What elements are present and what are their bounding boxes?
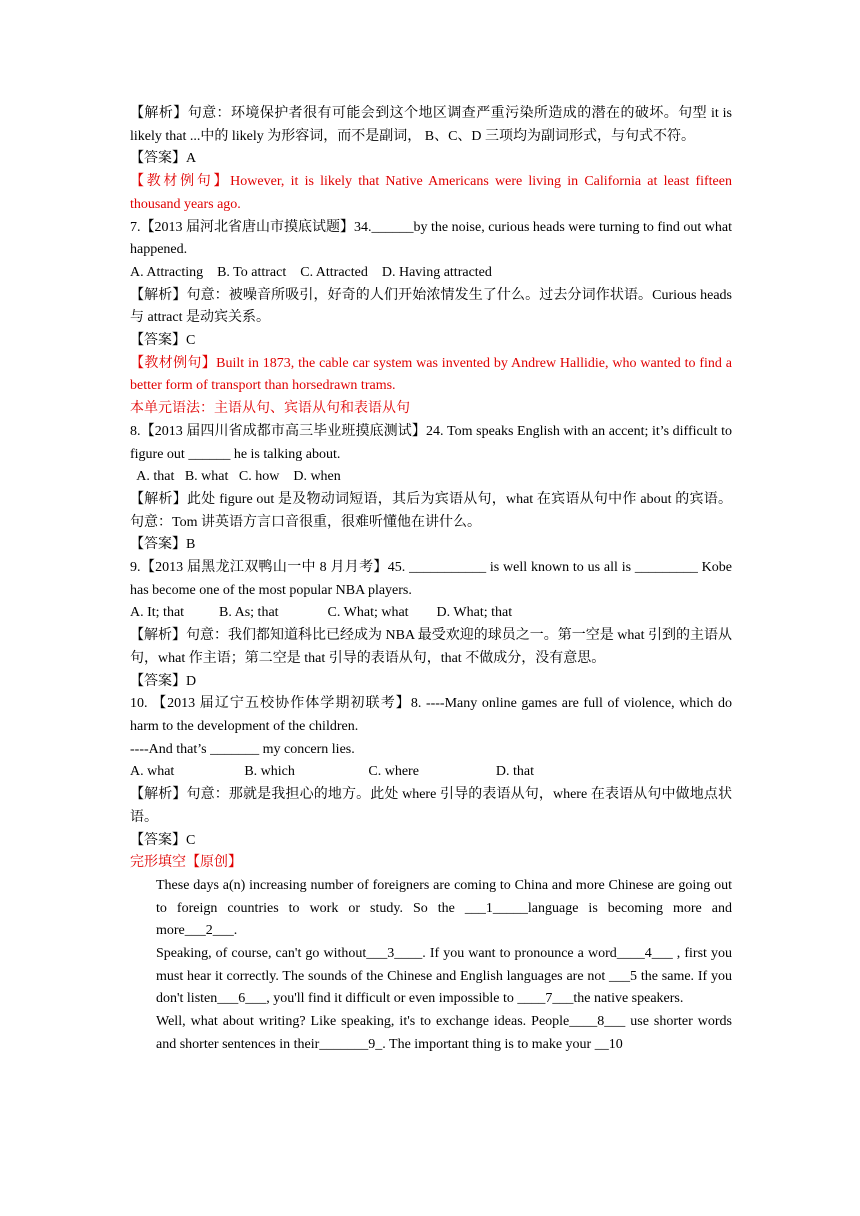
analysis-q8: 【解析】此处 figure out 是及物动词短语，其后为宾语从句，what 在宾语从句中作 about 的宾语。句意：Tom 讲英语方言口音很重，很难听懂他在讲什么。 <box>130 491 732 530</box>
analysis-q7: 【解析】句意：被噪音所吸引，好奇的人们开始浓情发生了什么。过去分词作状语。Curious heads 与 attract 是动宾关系。 <box>130 287 732 326</box>
cloze-paragraph-3: Well, what about writing? Like speaking, it's to exchange ideas. People____8___ use shorter words and shorter sentences in their_______9_. The important thing is to make your __10 <box>156 1014 732 1052</box>
question-7: 7.【2013 届河北省唐山市摸底试题】34.______by the noise, curious heads were turning to find out what happened. <box>130 219 732 258</box>
analysis-q9: 【解析】句意：我们都知道科比已经成为 NBA 最受欢迎的球员之一。第一空是 what 引到的主语从句，what 作主语；第二空是 that 引导的表语从句，that 不做成分，没有意思。 <box>130 628 732 666</box>
document-body <box>130 103 732 1057</box>
options-q10: A. what B. which C. where D. that <box>130 764 535 780</box>
textbook-example-q7: 【教材例句】Built in 1873, the cable car system was invented by Andrew Hallidie, who wanted to find a better form of transport than horsedrawn trams. <box>130 355 732 394</box>
answer-q7: 【答案】C <box>130 333 196 349</box>
options-q8: A. that B. what C. how D. when <box>130 469 341 485</box>
question-10: 10. 【2013 届辽宁五校协作体学期初联考】8. ----Many online games are full of violence, which do harm to the development of the children. <box>130 696 732 734</box>
textbook-example-q6: 【教材例句】However, it is likely that Native Americans were living in California at least fifteen thousand years ago. <box>130 174 732 212</box>
analysis-q10: 【解析】句意：那就是我担心的地方。此处 where 引导的表语从句，where 在表语从句中做地点状语。 <box>130 787 732 825</box>
question-10-reply: ----And that’s _______ my concern lies. <box>130 741 355 757</box>
answer-q9: 【答案】D <box>130 673 197 689</box>
cloze-paragraph-1: These days a(n) increasing number of foreigners are coming to China and more Chinese are going out to foreign countries to work or study. So the ___1_____language is becoming more and more___2___. <box>156 877 732 939</box>
cloze-paragraph-2: Speaking, of course, can't go without___3____. If you want to pronounce a word____4___ , first you must hear it correctly. The sounds of the Chinese and English languages are not ___5 the same. If you don't listen___6___, you'll find it difficult or even impossible to ____7___the native speakers. <box>156 946 732 1007</box>
answer-q10: 【答案】C <box>130 832 196 848</box>
options-q9: A. It; that B. As; that C. What; what D. What; that <box>130 605 513 621</box>
options-q7: A. Attracting B. To attract C. Attracted D. Having attracted <box>130 264 492 280</box>
cloze-heading: 完形填空【原创】 <box>130 855 242 871</box>
analysis-q6: 【解析】句意：环境保护者很有可能会到这个地区调查严重污染所造成的潜在的破坏。句型 it is likely that ...中的 likely 为形容词，而不是副词， B、C、D 三项均为副词形式，与句式不符。 <box>130 106 732 144</box>
question-9: 9.【2013 届黑龙江双鸭山一中 8 月月考】45. ___________ is well known to us all is _________ Kobe has become one of the most popular NBA players. <box>130 560 732 598</box>
question-8: 8.【2013 届四川省成都市高三毕业班摸底测试】24. Tom speaks English with an accent; it’s difficult to figure out ______ he is talking about. <box>130 423 732 462</box>
answer-q8: 【答案】B <box>130 537 196 553</box>
answer-q6: 【答案】A <box>130 151 197 167</box>
unit-grammar-heading: 本单元语法：主语从句、宾语从句和表语从句 <box>130 401 410 417</box>
